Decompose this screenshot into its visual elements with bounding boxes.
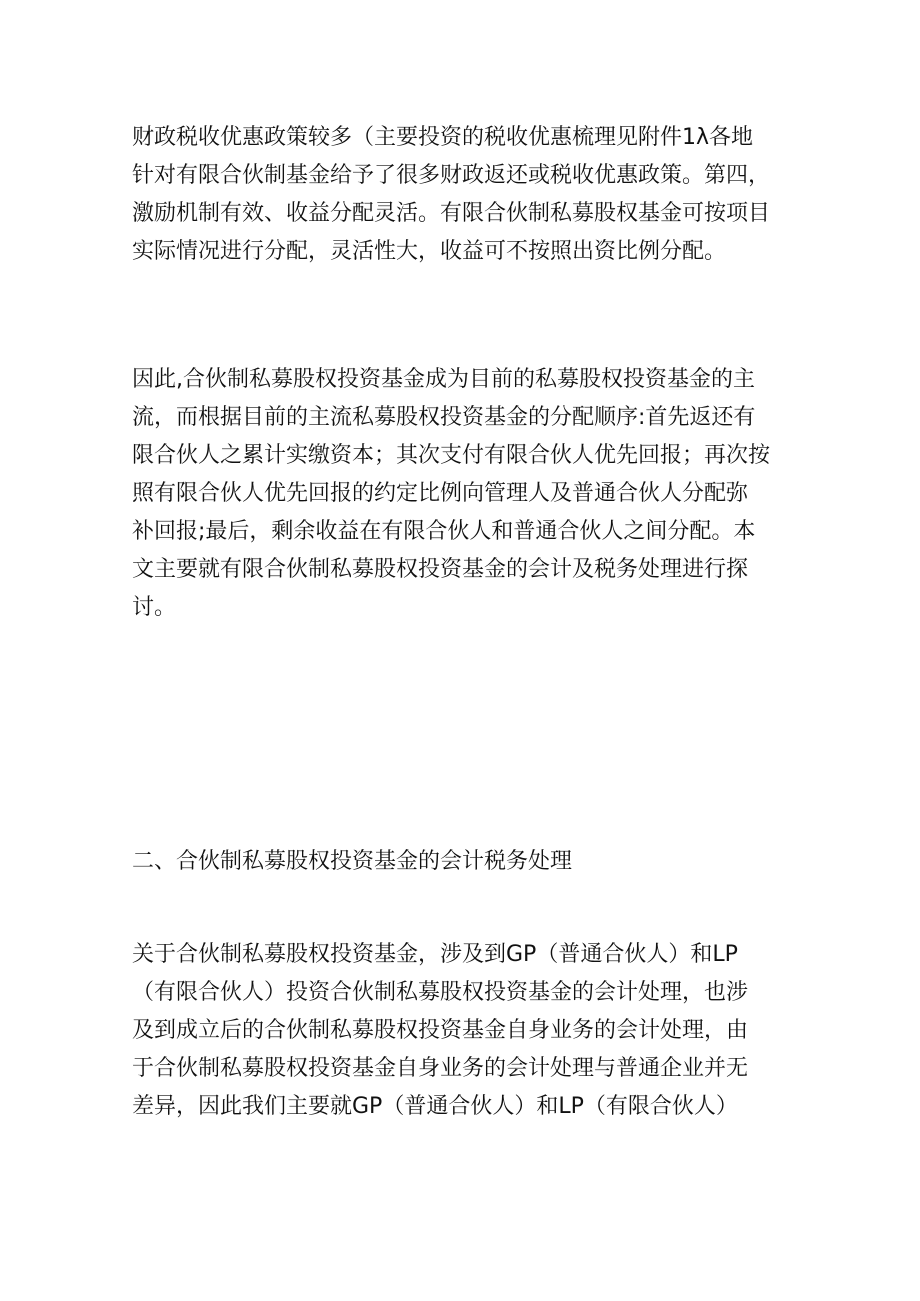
text-line: 讨。	[132, 595, 177, 620]
paragraph-gp-lp-accounting	[132, 936, 822, 1126]
text-line: 针对有限合伙制基金给予了很多财政返还或税收优惠政策。第四，	[132, 163, 771, 188]
text-line: 实际情况进行分配，灵活性大，收益可不按照出资比例分配。	[132, 239, 727, 264]
text-line: 财政税收优惠政策较多（主要投资的税收优惠梳理见附件1λ各地	[132, 125, 754, 150]
text-line: 及到成立后的合伙制私募股权投资基金自身业务的会计处理，由	[132, 1018, 749, 1043]
text-line: 因此,合伙制私募股权投资基金成为目前的私募股权投资基金的主	[132, 367, 755, 392]
paragraph-distribution-order	[132, 361, 822, 627]
text-line: 差异，因此我们主要就GP（普通合伙人）和LP（有限合伙人）	[132, 1094, 738, 1119]
text-line: 照有限合伙人优先回报的约定比例向管理人及普通合伙人分配弥	[132, 481, 749, 506]
text-line: （有限合伙人）投资合伙制私募股权投资基金的会计处理，也涉	[132, 980, 749, 1005]
section-heading-text: 二、合伙制私募股权投资基金的会计税务处理	[132, 849, 573, 874]
section-heading	[132, 843, 822, 881]
text-line: 流，而根据目前的主流私募股权投资基金的分配顺序:首先返还有	[132, 405, 756, 430]
text-line: 补回报;最后，剩余收益在有限合伙人和普通合伙人之间分配。本	[132, 519, 756, 544]
text-line: 于合伙制私募股权投资基金自身业务的会计处理与普通企业并无	[132, 1056, 749, 1081]
text-line: 关于合伙制私募股权投资基金，涉及到GP（普通合伙人）和LP	[132, 942, 738, 967]
text-line: 文主要就有限合伙制私募股权投资基金的会计及税务处理进行探	[132, 557, 749, 582]
paragraph-tax-incentives	[132, 119, 822, 271]
text-line: 限合伙人之累计实缴资本；其次支付有限合伙人优先回报；再次按	[132, 443, 771, 468]
text-line: 激励机制有效、收益分配灵活。有限合伙制私募股权基金可按项目	[132, 201, 771, 226]
